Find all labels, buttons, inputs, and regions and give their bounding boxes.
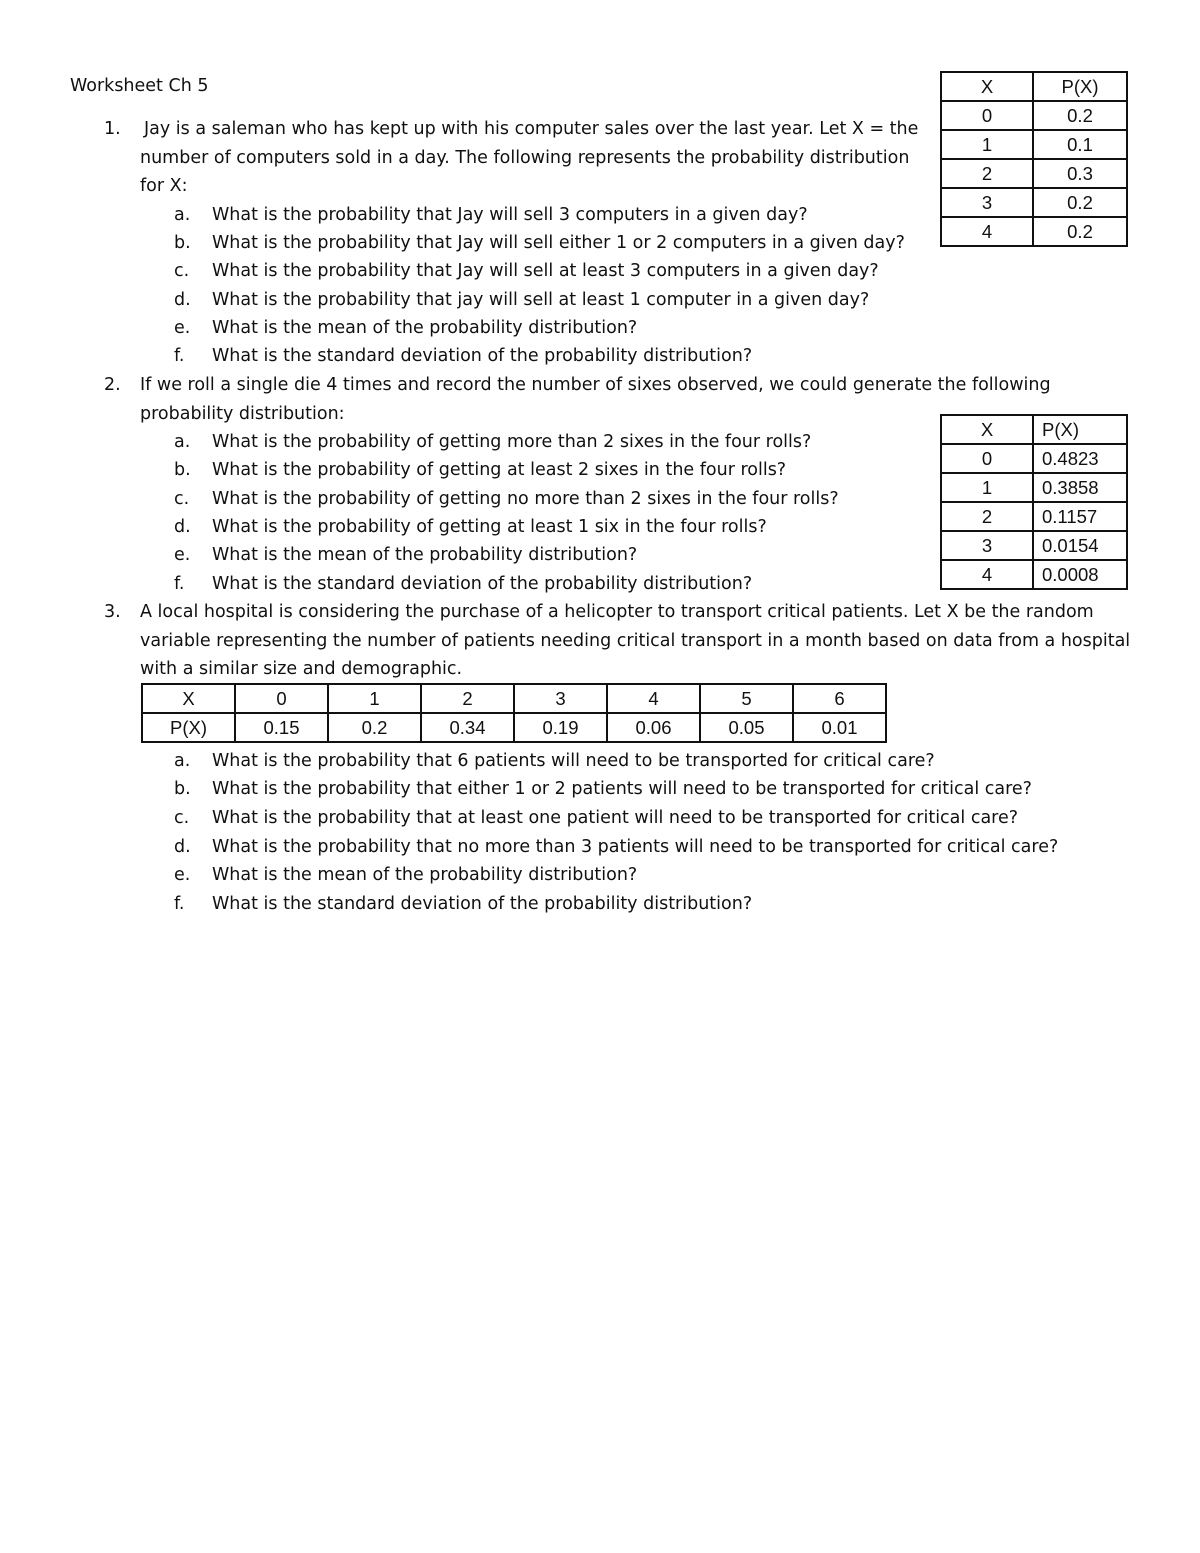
table-row [941, 502, 1127, 531]
table-row [142, 713, 886, 742]
part-letter: e. [174, 318, 191, 338]
table-cell: 0.0154 [1033, 531, 1127, 560]
table-row [941, 188, 1127, 217]
table-cell: 0.3 [1033, 159, 1127, 188]
part-text: What is the standard deviation of the probability distribution? [212, 574, 753, 594]
part-letter: f. [174, 574, 185, 594]
part-text: What is the probability that Jay will sell at least 3 computers in a given day? [212, 261, 879, 281]
part-letter: b. [174, 779, 191, 799]
table-row [941, 560, 1127, 589]
table-row [941, 473, 1127, 502]
part-text: What is the probability of getting at least 2 sixes in the four rolls? [212, 460, 787, 480]
table-cell: 1 [941, 130, 1033, 159]
table-cell: 2 [421, 684, 514, 713]
table-cell: 1 [941, 473, 1033, 502]
table-row [941, 217, 1127, 246]
part-letter: c. [174, 261, 190, 281]
distribution-table-2 [940, 414, 1128, 590]
table-header-row [941, 415, 1127, 444]
distribution-table-3 [141, 683, 887, 743]
part-letter: d. [174, 517, 191, 537]
table-cell: 0.2 [1033, 101, 1127, 130]
table-header-row [941, 72, 1127, 101]
part-letter: c. [174, 808, 190, 828]
table-cell: 0.2 [1033, 217, 1127, 246]
table-cell: 0.1157 [1033, 502, 1127, 531]
question-number: 3. [104, 602, 121, 622]
part-letter: f. [174, 346, 185, 366]
part-text: What is the standard deviation of the probability distribution? [212, 894, 753, 914]
table-header-cell: P(X) [1033, 72, 1127, 101]
part-text: What is the probability that jay will sell at least 1 computer in a given day? [212, 290, 870, 310]
table-cell: 0.01 [793, 713, 886, 742]
question-number: 1. [104, 119, 121, 139]
part-letter: a. [174, 205, 191, 225]
table-cell: 0.15 [235, 713, 328, 742]
table-cell: 3 [941, 531, 1033, 560]
part-text: What is the probability that Jay will sell either 1 or 2 computers in a given day? [212, 233, 905, 253]
part-text: What is the probability of getting no more than 2 sixes in the four rolls? [212, 489, 839, 509]
table-cell: 4 [941, 560, 1033, 589]
table-cell: 0.3858 [1033, 473, 1127, 502]
part-text: What is the mean of the probability distribution? [212, 545, 638, 565]
table-cell: 0 [941, 101, 1033, 130]
question-text-line: probability distribution: [140, 404, 345, 424]
table-cell: 6 [793, 684, 886, 713]
distribution-table-1 [940, 71, 1128, 247]
table-cell: 2 [941, 502, 1033, 531]
table-cell: 5 [700, 684, 793, 713]
part-text: What is the mean of the probability distribution? [212, 318, 638, 338]
table-cell: 3 [941, 188, 1033, 217]
table-cell: 0 [235, 684, 328, 713]
question-text-line: with a similar size and demographic. [140, 659, 463, 679]
part-letter: e. [174, 865, 191, 885]
part-text: What is the probability that either 1 or 2 patients will need to be transported for critical care? [212, 779, 1032, 799]
part-text: What is the probability that at least one patient will need to be transported for critical care? [212, 808, 1019, 828]
question-text-line: If we roll a single die 4 times and record the number of sixes observed, we could generate the following [140, 375, 1051, 395]
table-row [941, 159, 1127, 188]
question-text-line: for X: [140, 176, 188, 196]
table-header-cell: P(X) [1033, 415, 1127, 444]
part-letter: a. [174, 432, 191, 452]
part-letter: a. [174, 751, 191, 771]
table-header-cell: X [941, 415, 1033, 444]
table-cell: 4 [941, 217, 1033, 246]
part-letter: b. [174, 460, 191, 480]
table-cell: 3 [514, 684, 607, 713]
table-cell: 0.34 [421, 713, 514, 742]
part-letter: f. [174, 894, 185, 914]
table-cell: 0.06 [607, 713, 700, 742]
part-letter: d. [174, 837, 191, 857]
question-number: 2. [104, 375, 121, 395]
question-text-line: Jay is a saleman who has kept up with his computer sales over the last year. Let X = the [144, 119, 919, 139]
part-letter: e. [174, 545, 191, 565]
part-text: What is the probability that Jay will sell 3 computers in a given day? [212, 205, 808, 225]
part-text: What is the probability that no more than 3 patients will need to be transported for critical care? [212, 837, 1059, 857]
table-row [941, 531, 1127, 560]
table-cell: 0.2 [1033, 188, 1127, 217]
table-header-cell: X [142, 684, 235, 713]
table-row [941, 101, 1127, 130]
question-text-line: number of computers sold in a day. The following represents the probability distribution [140, 148, 910, 168]
table-cell: 4 [607, 684, 700, 713]
table-cell: 0.19 [514, 713, 607, 742]
table-header-cell: X [941, 72, 1033, 101]
table-cell: 1 [328, 684, 421, 713]
part-text: What is the probability that 6 patients will need to be transported for critical care? [212, 751, 935, 771]
part-letter: c. [174, 489, 190, 509]
part-letter: d. [174, 290, 191, 310]
table-cell: 0 [941, 444, 1033, 473]
table-cell: 0.0008 [1033, 560, 1127, 589]
table-cell: 0.1 [1033, 130, 1127, 159]
question-text-line: variable representing the number of patients needing critical transport in a month based on data from a hospital [140, 631, 1131, 651]
table-row [941, 444, 1127, 473]
table-cell: 0.05 [700, 713, 793, 742]
table-row [142, 684, 886, 713]
page-title: Worksheet Ch 5 [70, 76, 209, 96]
table-cell: 2 [941, 159, 1033, 188]
question-text-line: A local hospital is considering the purchase of a helicopter to transport critical patients. Let X be the random [140, 602, 1094, 622]
part-text: What is the probability of getting more than 2 sixes in the four rolls? [212, 432, 812, 452]
part-text: What is the standard deviation of the probability distribution? [212, 346, 753, 366]
part-text: What is the probability of getting at least 1 six in the four rolls? [212, 517, 767, 537]
part-text: What is the mean of the probability distribution? [212, 865, 638, 885]
table-row [941, 130, 1127, 159]
table-cell: 0.4823 [1033, 444, 1127, 473]
table-header-cell: P(X) [142, 713, 235, 742]
table-cell: 0.2 [328, 713, 421, 742]
part-letter: b. [174, 233, 191, 253]
